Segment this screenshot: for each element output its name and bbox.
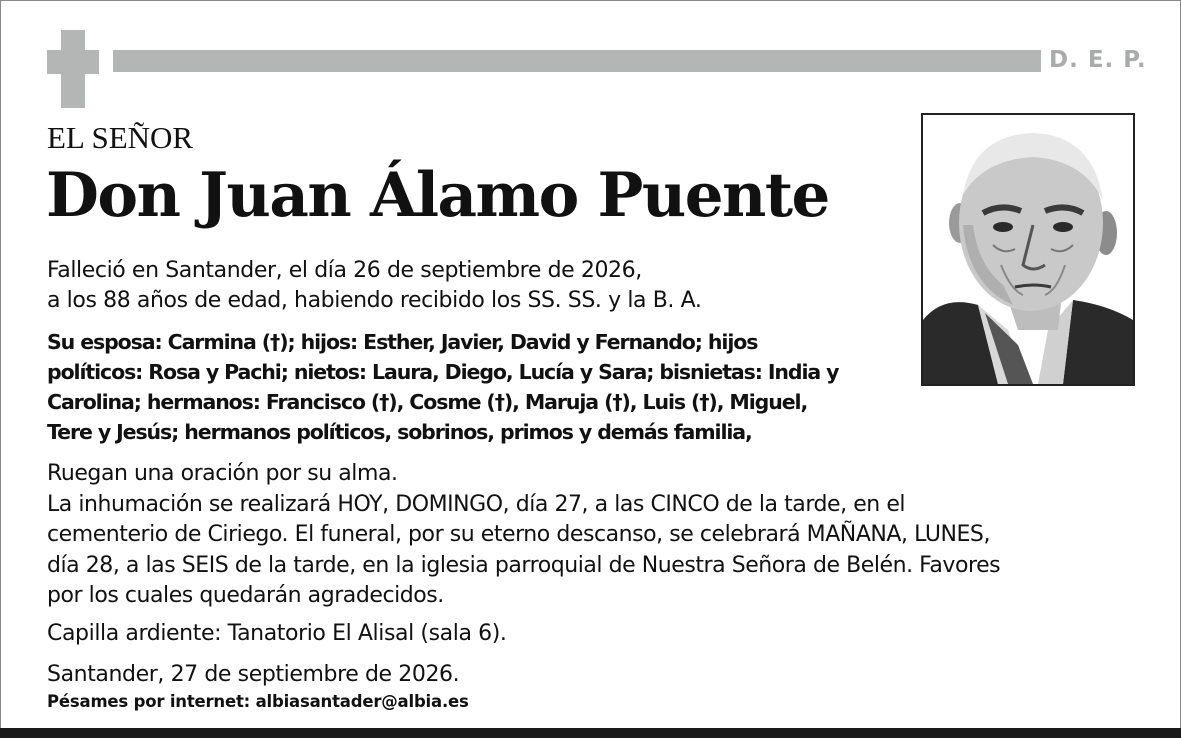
portrait-photo [921,113,1135,386]
family-line: Carolina; hermanos: Francisco (†), Cosme (†), Maruja (†), Luis (†), Miguel, [47,390,808,414]
service-line: cementerio de Ciriego. El funeral, por su eterno descanso, se celebrará MAÑANA, LUNES, [47,522,990,547]
family-list [47,327,838,447]
death-notice [47,256,701,316]
dep-label: D. E. P. [1049,47,1147,73]
death-notice-line: a los 88 años de edad, habiendo recibido los SS. SS. y la B. A. [47,288,702,313]
deceased-name: Don Juan Álamo Puente [46,160,829,231]
service-line: por los cuales quedarán agradecidos. [47,583,444,608]
service-line: día 28, a las SEIS de la tarde, en la iglesia parroquial de Nuestra Señora de Belén. Favores [47,552,1001,578]
service-line: Ruegan una oración por su alma. [47,461,398,486]
service-details [47,459,1000,612]
bottom-bar [0,728,1181,738]
family-line: políticos: Rosa y Pachi; nietos: Laura, Diego, Lucía y Sara; bisnietas: India y [47,360,839,384]
family-line: Tere y Jesús; hermanos políticos, sobrinos, primos y demás familia, [47,420,752,444]
service-line: La inhumación se realizará HOY, DOMINGO, día 27, a las CINCO de la tarde, en el [47,491,906,517]
header-divider-bar [113,50,1041,72]
cross-icon-arm [47,50,99,74]
death-notice-line: Falleció en Santander, el día 26 de septiembre de 2026, [47,258,642,283]
place-date: Santander, 27 de septiembre de 2026. [47,662,460,687]
chapel-info: Capilla ardiente: Tanatorio El Alisal (sala 6). [47,621,507,646]
condolences-info: Pésames por internet: albiasantader@albia.es [47,692,469,711]
family-line: Su esposa: Carmina (†); hijos: Esther, Javier, David y Fernando; hijos [47,330,758,354]
title-prefix: EL SEÑOR [47,120,194,155]
